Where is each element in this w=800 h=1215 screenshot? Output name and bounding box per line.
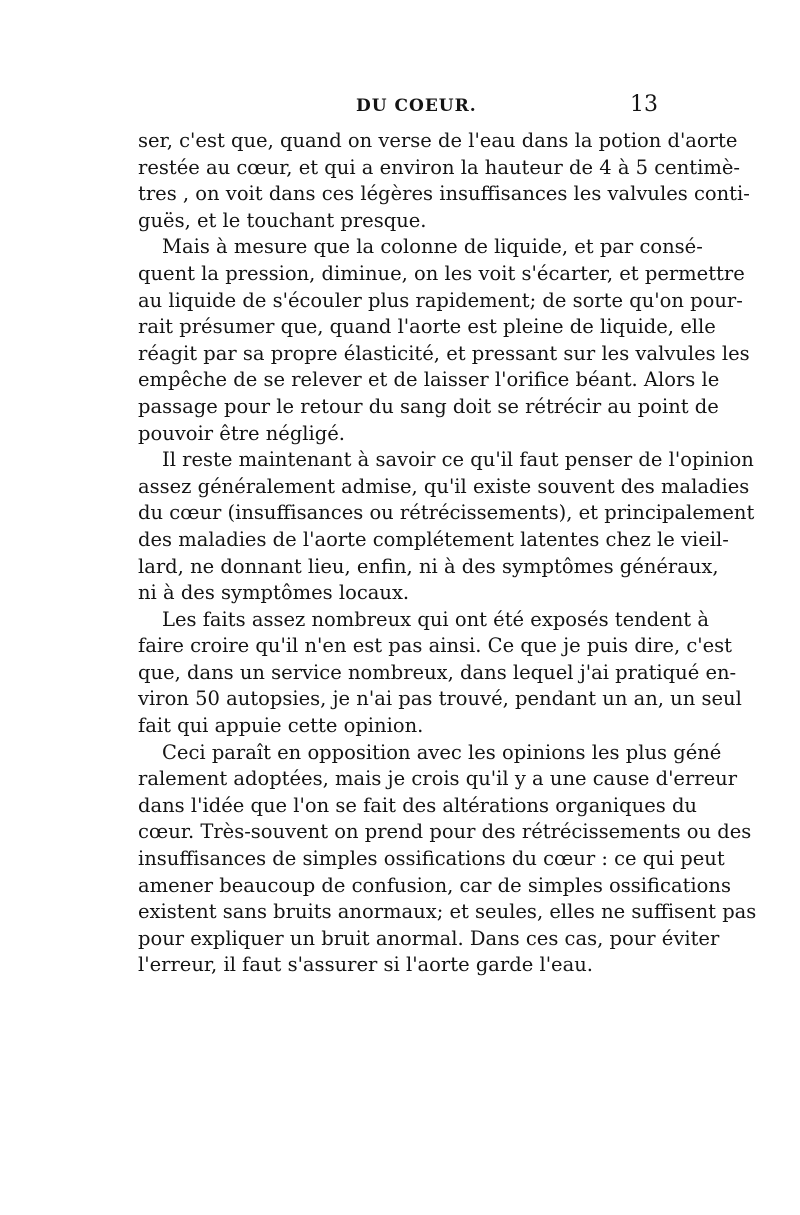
text-line: amener beaucoup de confusion, car de simples ossifications [138,873,731,897]
text-line: Mais à mesure que la colonne de liquide, et par consé- [162,235,703,259]
text-line: restée au cœur, et qui a environ la hauteur de 4 à 5 centimè- [138,155,740,179]
text-line: existent sans bruits anormaux; et seules, elles ne suffisent pas [138,900,757,924]
text-line: insuffisances de simples ossifications du cœur : ce qui peut [138,847,725,871]
text-line: fait qui appuie cette opinion. [138,714,424,738]
text-line: passage pour le retour du sang doit se rétrécir au point de [138,394,719,418]
paragraph [138,234,750,447]
text-line: viron 50 autopsies, je n'ai pas trouvé, pendant un an, un seul [138,687,742,711]
text-line: du cœur (insuffisances ou rétrécissements), et principalement [138,501,755,525]
text-line: pour expliquer un bruit anormal. Dans ces cas, pour éviter [138,926,720,950]
text-line: guës, et le touchant presque. [138,208,427,232]
text-line: quent la pression, diminue, on les voit s'écarter, et permettre [138,261,745,285]
text-line: que, dans un service nombreux, dans lequel j'ai pratiqué en- [138,660,737,684]
body-text [138,128,757,979]
text-line: cœur. Très-souvent on prend pour des rétrécissements ou des [138,820,752,844]
running-title: DU COEUR. [356,96,477,116]
page-header [138,94,658,122]
text-line: l'erreur, il faut s'assurer si l'aorte garde l'eau. [138,953,593,977]
text-line: Il reste maintenant à savoir ce qu'il faut penser de l'opinion [162,448,754,472]
paragraph [138,447,755,607]
text-line: Ceci paraît en opposition avec les opinions les plus géné [162,740,722,764]
text-line: Les faits assez nombreux qui ont été exposés tendent à [162,607,709,631]
text-line: faire croire qu'il n'en est pas ainsi. Ce que je puis dire, c'est [138,634,733,658]
text-line: empêche de se relever et de laisser l'orifice béant. Alors le [138,368,720,392]
text-line: au liquide de s'écouler plus rapidement; de sorte qu'on pour- [138,288,743,312]
page-number: 13 [630,92,658,117]
text-line: pouvoir être négligé. [138,421,346,445]
text-line: ralement adoptées, mais je crois qu'il y a une cause d'erreur [138,767,738,791]
paragraph [138,128,750,234]
text-line: des maladies de l'aorte complétement latentes chez le vieil- [138,527,729,551]
text-line: réagit par sa propre élasticité, et pressant sur les valvules les [138,341,750,365]
text-line: lard, ne donnant lieu, enfin, ni à des symptômes généraux, [138,554,719,578]
text-line: ni à des symptômes locaux. [138,581,410,605]
paragraph [138,607,742,740]
text-line: tres , on voit dans ces légères insuffisances les valvules conti- [138,182,750,206]
text-line: dans l'idée que l'on se fait des altérations organiques du [138,793,697,817]
text-line: rait présumer que, quand l'aorte est pleine de liquide, elle [138,315,716,339]
text-line: assez généralement admise, qu'il existe souvent des maladies [138,474,750,498]
text-line: ser, c'est que, quand on verse de l'eau dans la potion d'aorte [138,129,738,152]
paragraph [138,740,757,979]
